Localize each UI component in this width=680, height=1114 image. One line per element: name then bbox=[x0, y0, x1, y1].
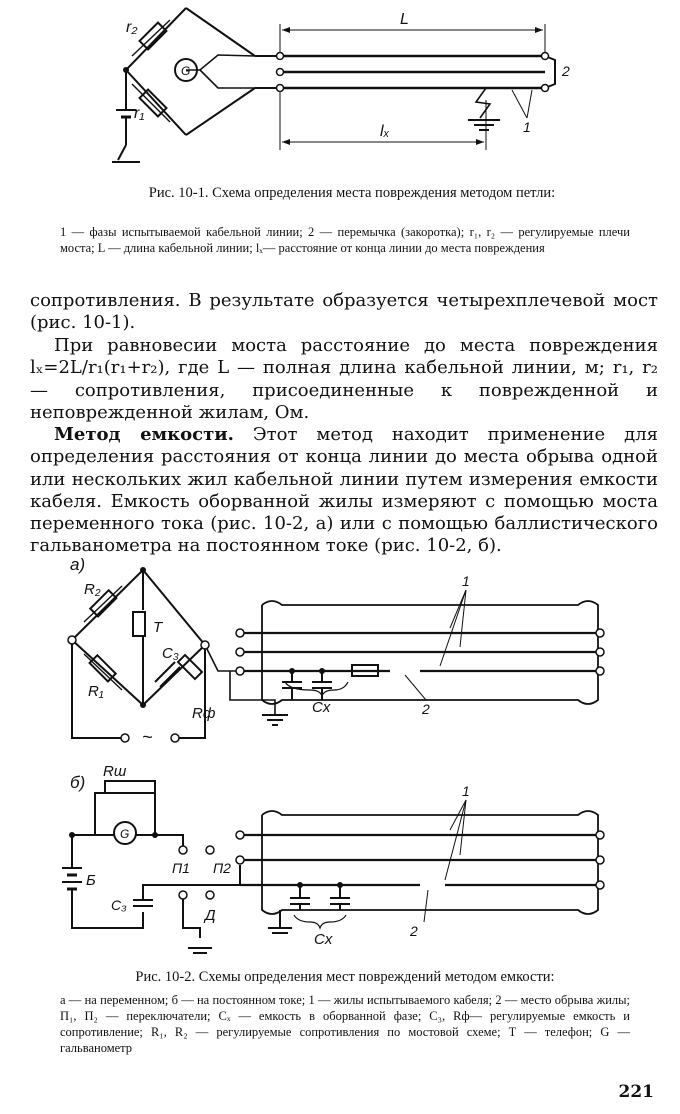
label-g: G bbox=[181, 64, 191, 78]
figure-10-2-caption: Рис. 10-2. Схемы определения мест повреждений методом емкости: bbox=[135, 969, 555, 985]
paragraph-3-text: Этот метод находит применение для определения расстояния от конца линии до места обрыва одной или нескольких жил кабельной линии путем измерения емкости кабеля. Емкость оборванной жилы измеряют с помощью моста переменного тока (рис. 10-2, а) или с помощью баллистического гальванометра на постоянном токе (рис. 10-2, б). bbox=[30, 424, 659, 557]
label-1-a: 1 bbox=[462, 573, 470, 589]
label-Cx-a: Cx bbox=[312, 699, 331, 716]
label-2: 2 bbox=[562, 63, 570, 79]
label-1: 1 bbox=[523, 119, 531, 135]
paragraph-2 bbox=[30, 335, 658, 424]
label-L: L bbox=[400, 11, 409, 28]
figure-10-2-legend: а — на переменном; б — на постоянном токе; 1 — жилы испытываемого кабеля; 2 — место обрыва жилы; П₁, П₂ — переключатели; Cₓ — емкость в оборванной фазе; C₃, Rф— регулируемые емкость и сопротивление; R₁, R₂ — регулируемые сопротивления по мостовой схеме; T — телефон; G — гальванометр bbox=[60, 993, 630, 1055]
label-R2: R₂ bbox=[84, 581, 101, 598]
label-lx: lₓ bbox=[380, 123, 390, 140]
label-C3: C₃ bbox=[162, 645, 179, 662]
label-P2: П2 bbox=[213, 860, 231, 876]
label-C3-b: C₃ bbox=[111, 897, 127, 913]
label-Cx-b: Cx bbox=[314, 931, 333, 948]
label-T: T bbox=[153, 619, 163, 636]
label-G-b: G bbox=[120, 827, 130, 841]
label-r1: r₁ bbox=[134, 105, 145, 122]
label-Rf: Rф bbox=[192, 705, 216, 722]
label-P1: П1 bbox=[172, 860, 190, 876]
label-1-b: 1 bbox=[462, 783, 470, 799]
page-number: 221 bbox=[618, 1082, 654, 1102]
figure-10-1-caption: Рис. 10-1. Схема определения места повреждения методом петли: bbox=[148, 185, 556, 201]
paragraph-2-text: При равновесии моста расстояние до места повреждения lₓ=2L/r₁(r₁+r₂), где L — полная длина кабельной линии, м; r₁, r₂ — сопротивления, присоединенные к поврежденной и неповрежденной жилам, Ом. bbox=[30, 335, 658, 423]
label-2-b: 2 bbox=[410, 923, 418, 939]
tag-a: а) bbox=[70, 555, 86, 574]
figure-10-1-diagram bbox=[0, 0, 680, 175]
label-D: Д bbox=[205, 907, 216, 924]
label-r2: r₂ bbox=[126, 19, 138, 36]
section-heading: Метод емкости. bbox=[54, 424, 234, 445]
figure-10-2-diagram bbox=[0, 550, 680, 960]
label-2-a: 2 bbox=[422, 701, 430, 717]
label-Rsh: Rш bbox=[103, 763, 127, 780]
tag-b: б) bbox=[70, 773, 86, 792]
label-R1: R₁ bbox=[88, 683, 104, 700]
paragraph-3 bbox=[30, 424, 658, 558]
label-ac: ~ bbox=[142, 727, 153, 747]
figure-10-1-legend: 1 — фазы испытываемой кабельной линии; 2 — перемычка (закоротка); r₁, r₂ — регулируемые плечи моста; L — длина кабельной линии; lₓ— расстояние от конца линии до места повреждения bbox=[60, 225, 630, 255]
paragraph-1: сопротивления. В результате образуется четырехплечевой мост (рис. 10-1). bbox=[30, 290, 658, 334]
label-B: Б bbox=[86, 872, 96, 889]
